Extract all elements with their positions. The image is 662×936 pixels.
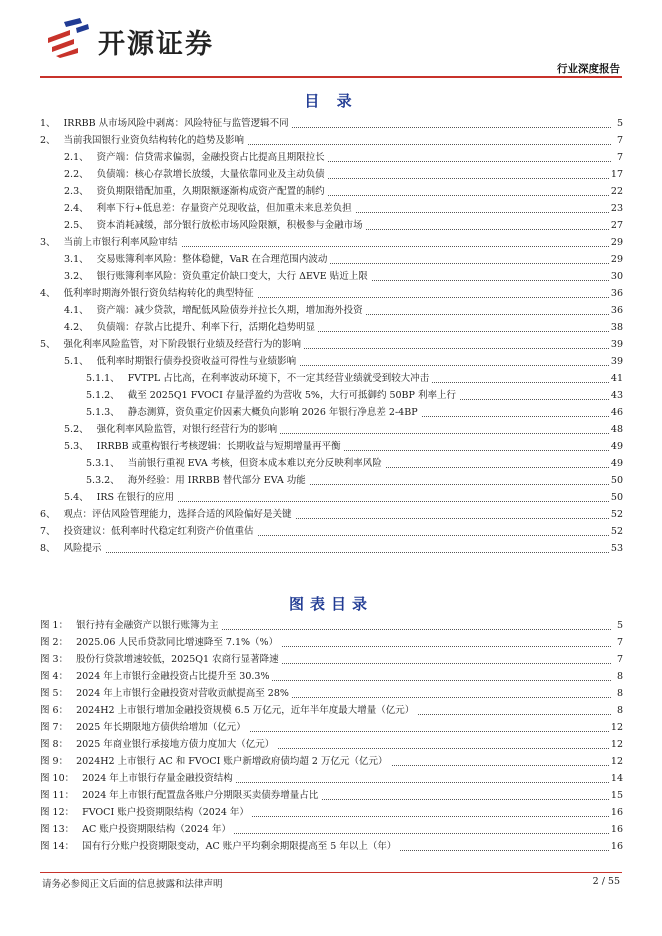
figures-entry-text [40,651,282,668]
toc-title: 目 录 [304,92,358,110]
figures-entry-text [40,770,236,787]
toc-entry-page: 46 [609,404,623,421]
toc-entry-title: 利率下行+低息差：存量资产兑现收益，但加重未来息差负担 [96,203,352,214]
toc-entry[interactable] [40,455,623,472]
toc-entry-title: FVTPL 占比高，在利率波动环境下，不一定其经营业绩就受到较大冲击 [127,373,430,384]
toc-entry[interactable] [40,166,623,183]
toc-entry[interactable] [40,115,623,132]
toc-entry[interactable] [40,404,623,421]
toc-entry-page: 27 [609,217,623,234]
toc-entry[interactable] [40,506,623,523]
toc-entry-text [64,166,328,183]
toc-entry-title: 当前上市银行利率风险审结 [63,237,178,248]
figures-entry-number: 图 6： [40,705,69,716]
company-name: 开源证券 [98,29,214,60]
figures-entry-page: 7 [615,651,623,668]
figures-entry-text [40,702,417,719]
figures-entry-title: 股份行贷款增速较低，2025Q1 农商行显著降速 [76,654,279,665]
report-type-label: 行业深度报告 [557,63,620,75]
toc-entry-text [64,183,328,200]
toc-entry-number: 5.1.3、 [86,407,120,418]
figures-entry-title: 2024H2 上市银行 AC 和 FVOCI 账户新增政府债均超 2 万亿元（亿元） [76,756,388,767]
toc-entry-number: 2.2、 [64,169,89,180]
figures-entry-page: 16 [609,804,623,821]
footer-disclaimer: 请务必参阅正文后面的信息披露和法律声明 [42,879,223,890]
figures-entry-text [40,787,321,804]
figures-entry-text [40,821,234,838]
figures-entry-title: 2024H2 上市银行增加金融投资规模 6.5 万亿元，近年半年度最大增量（亿元） [76,705,415,716]
figures-entry-title: 2025 年商业银行承接地方债力度加大（亿元） [76,739,275,750]
toc-entry-page: 49 [609,438,623,455]
toc-entry[interactable] [40,132,623,149]
toc-entry-title: 资本消耗减缓，部分银行放松市场风险限额，积极参与金融市场 [96,220,363,231]
toc-entry-text [86,404,421,421]
toc-entry[interactable] [40,183,623,200]
figures-entry-page: 8 [615,668,623,685]
toc-entry-text [64,353,299,370]
toc-entry-text [64,302,366,319]
figures-entry[interactable] [40,634,623,651]
toc-entry-number: 2.3、 [64,186,89,197]
toc-entry-title: 观点：评估风险管理能力，选择合适的风险偏好是关键 [63,509,292,520]
toc-entry-title: 截至 2025Q1 FVOCI 存量浮盈约为营收 5%，大行可抵御约 50BP 利率上行 [127,390,456,401]
figures-entry[interactable] [40,719,623,736]
figures-entry-page: 15 [609,787,623,804]
toc-entry-number: 5.1、 [64,356,89,367]
toc-entry[interactable] [40,370,623,387]
header-divider [40,76,622,78]
toc-entry-page: 29 [609,234,623,251]
figures-entry-title: 2024 年上市银行配置盘各账户分期限买卖债券增量占比 [82,790,319,801]
toc-entry-title: 强化利率风险监管，对银行经营行为的影响 [96,424,278,435]
figures-entry-number: 图 14： [40,841,75,852]
toc-entry-title: 资产端：信贷需求偏弱，金融投资占比提高且期限拉长 [96,152,325,163]
toc-entry-number: 3、 [40,237,56,248]
toc-entry-number: 4、 [40,288,56,299]
figures-entry-text [40,617,222,634]
toc-entry-text [40,336,304,353]
toc-entry-title: 风险提示 [63,543,102,554]
toc-entry-page: 7 [615,132,623,149]
toc-entry-page: 49 [609,455,623,472]
figures-entry-number: 图 10： [40,773,75,784]
toc-entry-text [64,200,355,217]
toc-entry-page: 53 [609,540,623,557]
toc-entry-title: 低利率时期银行债券投资收益可得性与业绩影响 [96,356,297,367]
figures-entry-title: 2024 年上市银行存量金融投资结构 [82,773,233,784]
toc-entry-text [86,370,432,387]
figures-entry[interactable] [40,770,623,787]
figures-entry-title: 国有行分账户投资期限变动，AC 账户平均剩余期限提高至 5 年以上（年） [82,841,397,852]
page-number: 2 / 55 [592,876,620,887]
figures-entry-number: 图 1： [40,620,69,631]
dot-leader [40,552,611,553]
toc-entry-page: 29 [609,251,623,268]
figures-entry-text [40,668,272,685]
figures-entry[interactable] [40,668,623,685]
figures-entry-page: 8 [615,685,623,702]
toc-entry-title: 当前银行重视 EVA 考核，但资本成本难以充分反映利率风险 [127,458,382,469]
toc-entry-text [64,319,318,336]
footer-divider [40,872,622,873]
toc-entry[interactable] [40,251,623,268]
toc-entry-number: 5、 [40,339,56,350]
figures-entry[interactable] [40,736,623,753]
figures-entry[interactable] [40,787,623,804]
toc-entry-page: 43 [609,387,623,404]
toc-entry[interactable] [40,489,623,506]
toc-entry-number: 4.2、 [64,322,89,333]
figures-entry-number: 图 13： [40,824,75,835]
toc-entry-title: 负债端：核心存款增长放缓，大量依靠同业及主动负债 [96,169,325,180]
toc-entry-text [40,132,247,149]
figures-entry-title: 2025 年长期限地方债供给增加（亿元） [76,722,246,733]
toc-entry-page: 22 [609,183,623,200]
toc-entry-page: 36 [609,285,623,302]
toc-entry[interactable] [40,268,623,285]
toc-entry-number: 1、 [40,118,56,129]
figures-entry-number: 图 4： [40,671,69,682]
toc-entry-number: 6、 [40,509,56,520]
figures-entry-number: 图 7： [40,722,69,733]
figures-entry-page: 14 [609,770,623,787]
toc-entry-number: 5.4、 [64,492,89,503]
toc-entry-title: 交易账簿利率风险：整体稳健，VaR 在合理范围内波动 [96,254,328,265]
figure-index-title: 图表目录 [288,595,373,613]
toc-entry-text [64,268,371,285]
toc-list [40,115,623,557]
toc-entry-title: 当前我国银行业资负结构转化的趋势及影响 [63,135,245,146]
toc-entry[interactable] [40,523,623,540]
toc-entry-title: IRS 在银行的应用 [96,492,175,503]
toc-entry[interactable] [40,472,623,489]
toc-entry-title: IRRBB 或重构银行考核逻辑：长期收益与短期增量再平衡 [96,441,341,452]
toc-entry-number: 4.1、 [64,305,89,316]
toc-entry-number: 3.1、 [64,254,89,265]
toc-entry-page: 23 [609,200,623,217]
toc-entry-title: 静态测算，资负重定价因素大概负向影响 2026 年银行净息差 2-4BP [127,407,418,418]
figures-entry-number: 图 8： [40,739,69,750]
figures-entry-title: FVOCI 账户投资期限结构（2024 年） [82,807,249,818]
figures-entry-page: 16 [609,838,623,855]
figures-entry[interactable] [40,753,623,770]
toc-entry-page: 39 [609,336,623,353]
toc-entry[interactable] [40,438,623,455]
figures-entry-page: 12 [609,753,623,770]
figures-entry-page: 12 [609,736,623,753]
toc-entry[interactable] [40,302,623,319]
toc-entry[interactable] [40,319,623,336]
toc-entry-page: 50 [609,489,623,506]
toc-entry-number: 5.3.2、 [86,475,120,486]
toc-entry[interactable] [40,234,623,251]
toc-entry-number: 5.3.1、 [86,458,120,469]
toc-entry-page: 52 [609,523,623,540]
toc-entry[interactable] [40,149,623,166]
figures-entry-number: 图 11： [40,790,75,801]
toc-entry-text [86,455,385,472]
toc-entry-text [86,472,309,489]
figures-entry-page: 5 [615,617,623,634]
toc-entry-page: 41 [609,370,623,387]
toc-entry-number: 3.2、 [64,271,89,282]
figures-entry-title: 银行持有金融资产以银行账簿为主 [76,620,219,631]
toc-entry-title: 负债端：存款占比提升、利率下行，活期化趋势明显 [96,322,316,333]
toc-entry-text [64,438,344,455]
figures-entry-text [40,736,277,753]
toc-entry-text [64,149,328,166]
toc-entry-text [64,421,280,438]
figures-entry-title: AC 账户投资期限结构（2024 年） [82,824,231,835]
toc-entry-title: IRRBB 从市场风险中剥离：风险特征与监管逻辑不同 [63,118,289,129]
toc-entry[interactable] [40,285,623,302]
toc-entry-text [40,285,257,302]
toc-entry-title: 强化利率风险监管，对下阶段银行业绩及经营行为的影响 [63,339,302,350]
toc-entry-number: 2、 [40,135,56,146]
toc-entry-page: 7 [615,149,623,166]
toc-entry-text [64,251,330,268]
figures-entry-text [40,753,391,770]
figures-entry-page: 7 [615,634,623,651]
figures-entry[interactable] [40,804,623,821]
toc-entry-page: 38 [609,319,623,336]
toc-entry-title: 投资建议：低利率时代稳定红利资产价值重估 [63,526,254,537]
toc-entry[interactable] [40,200,623,217]
toc-entry-number: 5.1.2、 [86,390,120,401]
toc-entry-number: 5.2、 [64,424,89,435]
figures-entry-page: 16 [609,821,623,838]
figures-entry-text [40,685,292,702]
toc-entry[interactable] [40,217,623,234]
toc-entry-title: 资负期限错配加重，久期限额逐渐构成资产配置的制约 [96,186,325,197]
toc-entry[interactable] [40,336,623,353]
figures-entry-text [40,838,399,855]
toc-entry-page: 52 [609,506,623,523]
figures-entry-title: 2024 年上市银行金融投资占比提升至 30.3% [76,671,270,682]
toc-entry-number: 5.3、 [64,441,89,452]
figures-entry[interactable] [40,702,623,719]
toc-entry-page: 48 [609,421,623,438]
toc-entry[interactable] [40,387,623,404]
toc-entry-number: 2.4、 [64,203,89,214]
toc-entry-text [40,540,105,557]
figures-entry-text [40,634,281,651]
toc-entry-text [64,489,177,506]
figures-entry-page: 12 [609,719,623,736]
toc-entry-text [40,234,181,251]
toc-entry[interactable] [40,421,623,438]
figures-entry[interactable] [40,617,623,634]
toc-entry-number: 2.1、 [64,152,89,163]
toc-entry-number: 8、 [40,543,56,554]
toc-entry-title: 资产端：减少贷款，增配低风险债券并拉长久期，增加海外投资 [96,305,363,316]
figures-entry-number: 图 12： [40,807,75,818]
toc-entry-text [40,506,295,523]
toc-entry-title: 银行账簿利率风险：资负重定价缺口变大，大行 ΔEVE 贴近上限 [96,271,368,282]
toc-entry-page: 39 [609,353,623,370]
toc-entry-text [40,523,257,540]
company-logo [46,18,256,58]
toc-entry-title: 海外经验：用 IRRBB 替代部分 EVA 功能 [127,475,306,486]
figures-entry-text [40,719,249,736]
figures-entry-page: 8 [615,702,623,719]
toc-entry-number: 7、 [40,526,56,537]
toc-entry[interactable] [40,540,623,557]
figures-entry[interactable] [40,685,623,702]
figures-entry-number: 图 9： [40,756,69,767]
toc-entry[interactable] [40,353,623,370]
toc-entry-page: 50 [609,472,623,489]
figures-entry-text [40,804,252,821]
toc-entry-page: 17 [609,166,623,183]
figures-entry-title: 2024 年上市银行金融投资对营收贡献提高至 28% [76,688,289,699]
figures-entry-number: 图 5： [40,688,69,699]
figures-entry[interactable] [40,821,623,838]
toc-entry-title: 低利率时期海外银行资负结构转化的典型特征 [63,288,254,299]
toc-entry-page: 36 [609,302,623,319]
figures-entry-number: 图 3： [40,654,69,665]
figures-entry-title: 2025.06 人民币贷款同比增速降至 7.1%（%） [76,637,279,648]
figures-entry[interactable] [40,651,623,668]
toc-entry-text [40,115,292,132]
figures-entry[interactable] [40,838,623,855]
toc-entry-text [86,387,459,404]
figures-entry-number: 图 2： [40,637,69,648]
figure-index-list [40,617,623,855]
toc-entry-text [64,217,366,234]
toc-entry-page: 5 [615,115,623,132]
toc-entry-number: 2.5、 [64,220,89,231]
toc-entry-page: 30 [609,268,623,285]
toc-entry-number: 5.1.1、 [86,373,120,384]
kaiyuan-logo-icon [46,18,90,58]
